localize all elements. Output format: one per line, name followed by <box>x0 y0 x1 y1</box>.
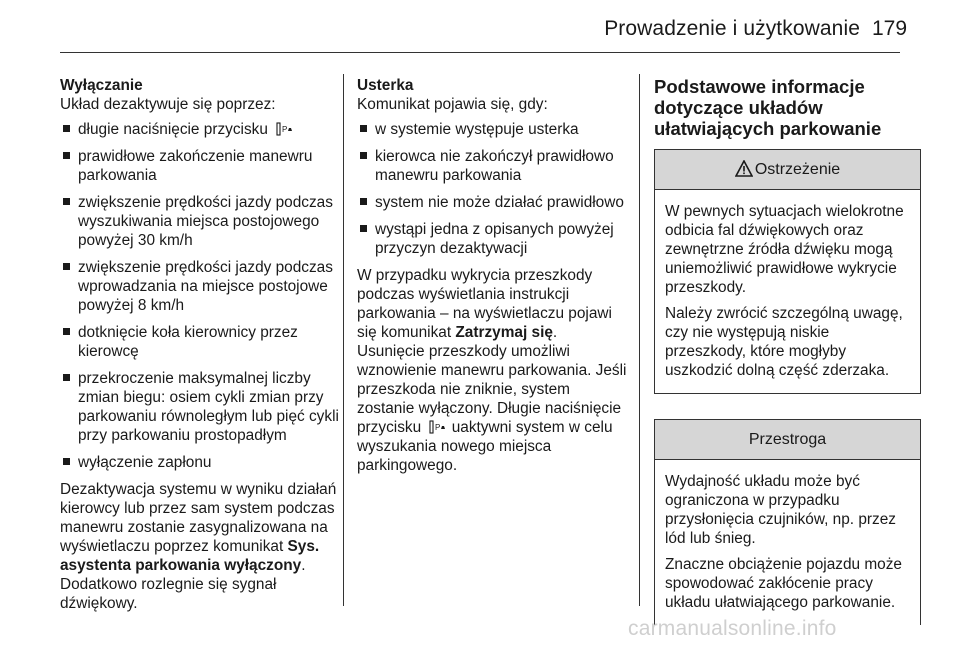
header-rule <box>60 52 900 53</box>
bullet-icon <box>63 374 70 381</box>
column-deactivation <box>60 76 340 620</box>
bullet-icon <box>63 328 70 335</box>
warning-paragraph: W pewnych sytuacjach wielokrotne odbicia fal dźwiękowych oraz zewnętrzne źródła dźwięku mogą uniemożliwić prawidłowe wykrycie przeszkody. <box>665 203 904 296</box>
caution-body <box>655 460 920 625</box>
caution-paragraph: Wydajność układu może być ograniczona w przypadku przysłonięcia czujników, np. przez lód lub śnieg. <box>665 473 896 547</box>
parking-assist-icon <box>276 122 294 136</box>
bullet-icon <box>63 198 70 205</box>
fault-paragraph: W przypadku wykrycia przeszkody podczas wyświetlania instrukcji parkowania – na wyświetlaczu pojawi się komunikat Zatrzymaj się. Usunięcie przeszkody umożliwi wznowienie manewru parkowania. Jeśli przeszkoda nie zniknie, system zostanie wyłączony. Długie naciśnięcie przycisku P uaktywni system w celu wyszukania nowego miejsca parkingowego. <box>357 267 627 474</box>
warning-box <box>654 149 921 394</box>
caution-paragraph: Znaczne obciążenie pojazdu może spowodować zakłócenie pracy układu ułatwiającego parkowanie. <box>665 556 902 611</box>
warning-title: Ostrzeżenie <box>754 161 841 178</box>
warning-paragraph: Należy zwrócić szczególną uwagę, czy nie występują niskie przeszkody, które mogłyby uszkodzić dolną część zderzaka. <box>665 305 903 379</box>
section-heading-deactivation: Wyłączanie <box>60 77 143 94</box>
bullet-icon <box>63 263 70 270</box>
list-item: prawidłowe zakończenie manewru parkowania <box>60 147 340 185</box>
list-item: przekroczenie maksymalnej liczby zmian biegu: osiem cykli zmian przy parkowaniu równoległym lub pięć cykli przy parkowaniu prostopadłym <box>60 369 340 445</box>
section-intro: Komunikat pojawia się, gdy: <box>357 96 548 113</box>
deactivation-paragraph: Dezaktywacja systemu w wyniku działań kierowcy lub przez sam system podczas manewru zostanie zasygnalizowana na wyświetlaczu poprzez komunikat Sys. asystenta parkowania wyłączony. Dodatkowo rozlegnie się sygnał dźwiękowy. <box>60 481 337 612</box>
list-item: wystąpi jedna z opisanych powyżej przyczyn dezaktywacji <box>357 220 627 258</box>
bullet-icon <box>360 198 367 205</box>
fault-list <box>357 120 627 258</box>
bullet-icon <box>360 152 367 159</box>
section-heading-basics: Podstawowe informacje dotyczące układów ułatwiających parkowanie <box>654 76 882 139</box>
list-item: system nie może działać prawidłowo <box>357 193 627 212</box>
list-item: dotknięcie koła kierownicy przez kierowcę <box>60 323 340 361</box>
bullet-icon <box>360 225 367 232</box>
caution-title: Przestroga <box>748 431 827 448</box>
svg-text:P: P <box>435 423 441 432</box>
warning-header <box>655 150 920 190</box>
bullet-icon <box>63 152 70 159</box>
parking-assist-icon <box>429 420 447 434</box>
svg-text:P: P <box>282 125 288 134</box>
list-item: wyłączenie zapłonu <box>60 453 340 472</box>
list-item: kierowca nie zakończył prawidłowo manewru parkowania <box>357 147 627 185</box>
message-text: Sys. asystenta parkowania wyłączony <box>60 538 320 574</box>
bullet-icon <box>360 125 367 132</box>
bullet-icon <box>63 125 70 132</box>
list-item: zwiększenie prędkości jazdy podczas wprowadzania na miejsce postojowe powyżej 8 km/h <box>60 258 340 315</box>
caution-box <box>654 419 921 625</box>
deactivation-list <box>60 120 340 472</box>
caution-header <box>655 420 920 460</box>
section-intro: Układ dezaktywuje się poprzez: <box>60 96 276 113</box>
section-heading-fault: Usterka <box>357 77 414 94</box>
watermark: carmanualsonline.info <box>628 617 837 640</box>
column-fault <box>357 76 627 482</box>
column-divider <box>343 74 344 606</box>
column-divider <box>639 74 640 606</box>
bullet-icon <box>63 458 70 465</box>
message-text: Zatrzymaj się <box>455 324 553 341</box>
list-item: w systemie występuje usterka <box>357 120 627 139</box>
list-item: zwiększenie prędkości jazdy podczas wyszukiwania miejsca postojowego powyżej 30 km/h <box>60 193 340 250</box>
page-header-title: Prowadzenie i użytkowanie <box>604 17 860 40</box>
warning-triangle-icon <box>735 160 753 177</box>
list-item: długie naciśnięcie przycisku P <box>60 120 340 139</box>
column-basics <box>654 76 921 650</box>
warning-body <box>655 190 920 393</box>
page-number: 179 <box>872 17 908 40</box>
